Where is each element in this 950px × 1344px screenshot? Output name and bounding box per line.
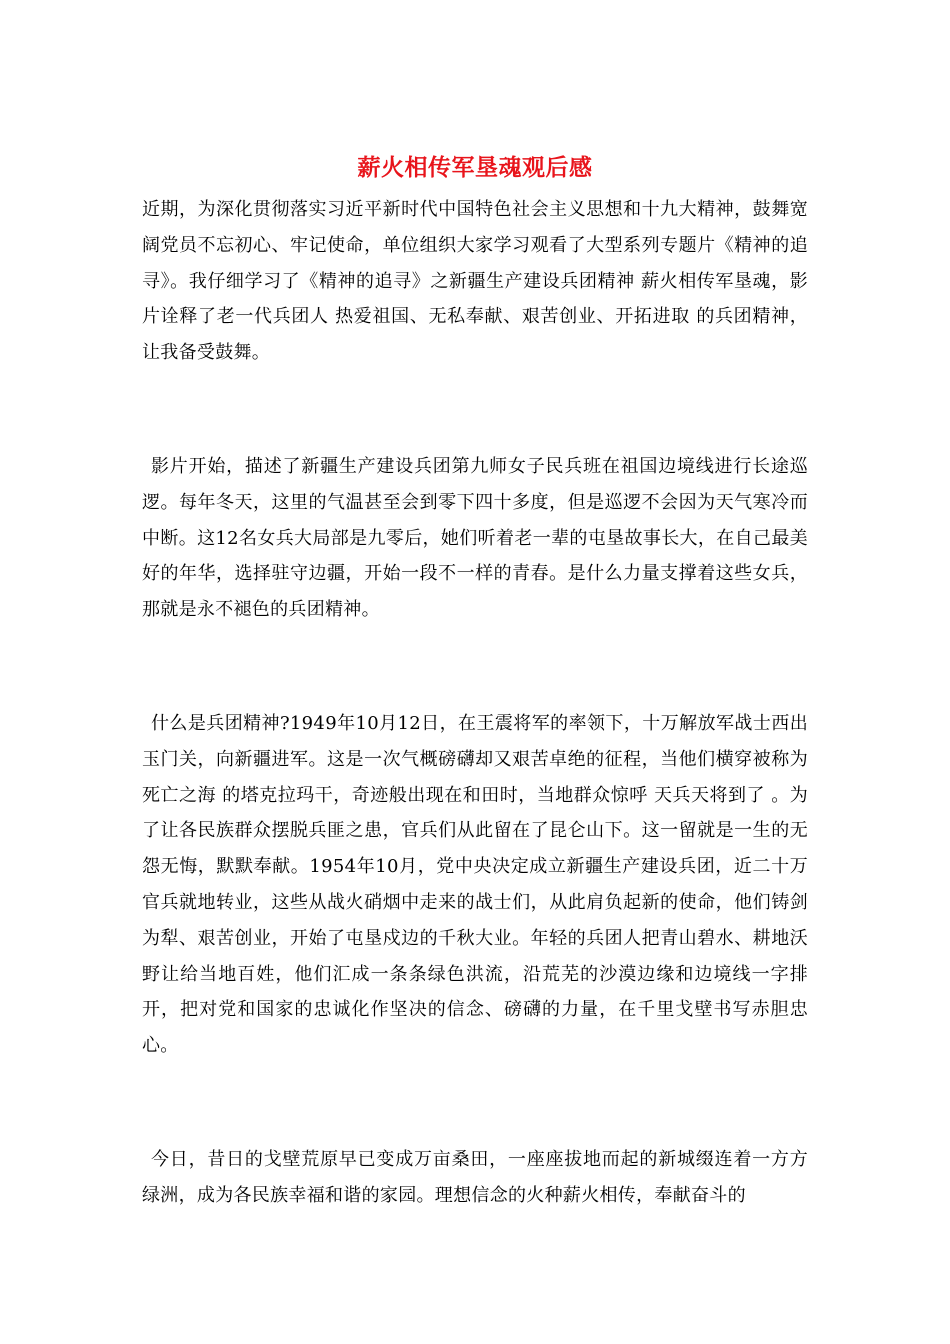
paragraph-1: 近期，为深化贯彻落实习近平新时代中国特色社会主义思想和十九大精神，鼓舞宽阔党员不忘初心、牢记使命，单位组织大家学习观看了大型系列专题片《精神的追寻》。我仔细学习了《精神的追寻》之新疆生产建设兵团精神 薪火相传军垦魂，影片诠释了老一代兵团人 热爱祖国、无私奉献、艰苦创业、开拓进取 的兵团精神，让我备受鼓舞。 (142, 199, 808, 364)
paragraph-gap (142, 371, 808, 449)
paragraph-gap (142, 628, 808, 706)
paragraph-4: 今日，昔日的戈壁荒原早已变成万亩桑田，一座座拔地而起的新城缀连着一方方绿洲，成为各民族幸福和谐的家园。理想信念的火种薪火相传，奉献奋斗的 (142, 1148, 808, 1206)
paragraph-2: 影片开始，描述了新疆生产建设兵团第九师女子民兵班在祖国边境线进行长途巡逻。每年冬天，这里的气温甚至会到零下四十多度，但是巡逻不会因为天气寒冷而中断。这12名女兵大局部是九零后，她们听着老一辈的屯垦故事长大，在自己最美好的年华，选择驻守边疆，开始一段不一样的青春。是什么力量支撑着这些女兵，那就是永不褪色的兵团精神。 (142, 455, 808, 621)
document-body (142, 192, 808, 1214)
paragraph-gap (142, 1064, 808, 1142)
paragraph-3: 什么是兵团精神?1949年10月12日，在王震将军的率领下，十万解放军战士西出玉门关，向新疆进军。这是一次气概磅礴却又艰苦卓绝的征程，当他们横穿被称为 死亡之海 的塔克拉玛干，奇迹般出现在和田时，当地群众惊呼 天兵天将到了 。为了让各民族群众摆脱兵匪之患，官兵们从此留在了昆仑山下。这一留就是一生的无怨无悔，默默奉献。1954年10月，党中央决定成立新疆生产建设兵团，近二十万官兵就地转业，这些从战火硝烟中走来的战士们，从此肩负起新的使命，他们铸剑为犁、艰苦创业，开始了屯垦戍边的千秋大业。年轻的兵团人把青山碧水、耕地沃野让给当地百姓，他们汇成一条条绿色洪流，沿荒芜的沙漠边缘和边境线一字排开，把对党和国家的忠诚化作坚决的信念、磅礴的力量，在千里戈壁书写赤胆忠心。 (142, 712, 808, 1057)
document-title: 薪火相传军垦魂观后感 (357, 154, 593, 181)
